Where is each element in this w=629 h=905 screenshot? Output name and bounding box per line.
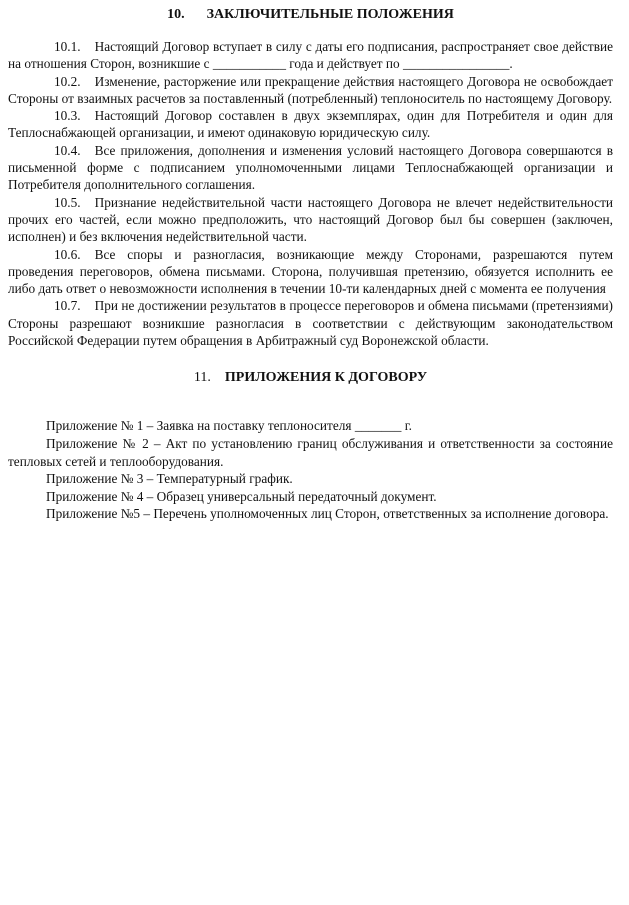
paragraph-10-1	[8, 38, 613, 73]
paragraph-number: 10.3.	[54, 108, 81, 124]
section-10-number: 10.	[167, 7, 185, 22]
paragraph-number: 10.5.	[54, 194, 81, 210]
section-10-title: ЗАКЛЮЧИТЕЛЬНЫЕ ПОЛОЖЕНИЯ	[206, 7, 454, 22]
paragraph-number: 10.2.	[54, 73, 81, 89]
paragraph-text: Настоящий Договор составлен в двух экземплярах, один для Потребителя и один для Теплоснабжающей организации, и имеют одинаковую юридическую силу.	[8, 108, 613, 141]
paragraph-text: При не достижении результатов в процессе переговоров и обмена письмами (претензиями) Стороны разрешают возникшие разногласия в соответствии с действующим законодательством Российской Федерации путем обращения в Арбитражный суд Воронежской области.	[8, 298, 613, 349]
appendix-item-1: Приложение № 1 – Заявка на поставку теплоносителя _______ г.	[46, 418, 412, 434]
paragraph-10-6	[8, 246, 613, 298]
paragraph-10-3	[8, 107, 613, 142]
paragraph-10-4	[8, 142, 613, 194]
paragraph-number: 10.1.	[54, 39, 81, 54]
paragraph-text: Настоящий Договор вступает в силу с даты его подписания, распространяет свое действие на отношения Сторон, возникшие с ___________ года и действует по ________________.	[8, 39, 613, 72]
appendix-item-2: Приложение № 2 – Акт по установлению границ обслуживания и ответственности за состояние тепловых сетей и теплооборудования.	[8, 435, 613, 469]
section-11-heading	[8, 369, 613, 387]
paragraph-number: 10.4.	[54, 142, 81, 158]
paragraph-text: Все приложения, дополнения и изменения условий настоящего Договора совершаются в письменной форме с подписанием уполномоченными лицами Теплоснабжающей организации и Потребителя дополнительного соглашения.	[8, 142, 613, 193]
appendix-item-3: Приложение № 3 – Температурный график.	[46, 471, 293, 487]
paragraph-10-7	[8, 297, 613, 349]
appendix-item-4: Приложение № 4 – Образец универсальный передаточный документ.	[46, 488, 437, 504]
paragraph-text: Изменение, расторжение или прекращение действия настоящего Договора не освобождает Стороны от взаимных расчетов за поставленный (потребленный) теплоноситель по настоящему Договору.	[8, 73, 613, 106]
section-11-title: ПРИЛОЖЕНИЯ К ДОГОВОРУ	[224, 370, 428, 386]
paragraph-10-2	[8, 73, 613, 108]
section-11-number: 11.	[193, 370, 211, 386]
paragraph-text: Все споры и разногласия, возникающие между Сторонами, разрешаются путем проведения переговоров, обмена письмами. Сторона, получившая претензию, обязуется исполнить ее либо дать ответ о невозможности исполнения в течении 10-ти календарных дней с момента ее получения	[8, 246, 613, 297]
section-10-heading	[8, 6, 613, 24]
paragraph-number: 10.7.	[54, 298, 81, 314]
paragraph-text: Признание недействительной части настоящего Договора не влечет недействительности прочих его частей, если можно предположить, что настоящий Договор был бы совершен (заключен, исполнен) и без включения недействительной части.	[8, 194, 613, 245]
paragraph-10-5	[8, 194, 613, 246]
paragraph-number: 10.6.	[54, 246, 81, 262]
appendix-item-5: Приложение №5 – Перечень уполномоченных лиц Сторон, ответственных за исполнение договора.	[46, 506, 609, 522]
